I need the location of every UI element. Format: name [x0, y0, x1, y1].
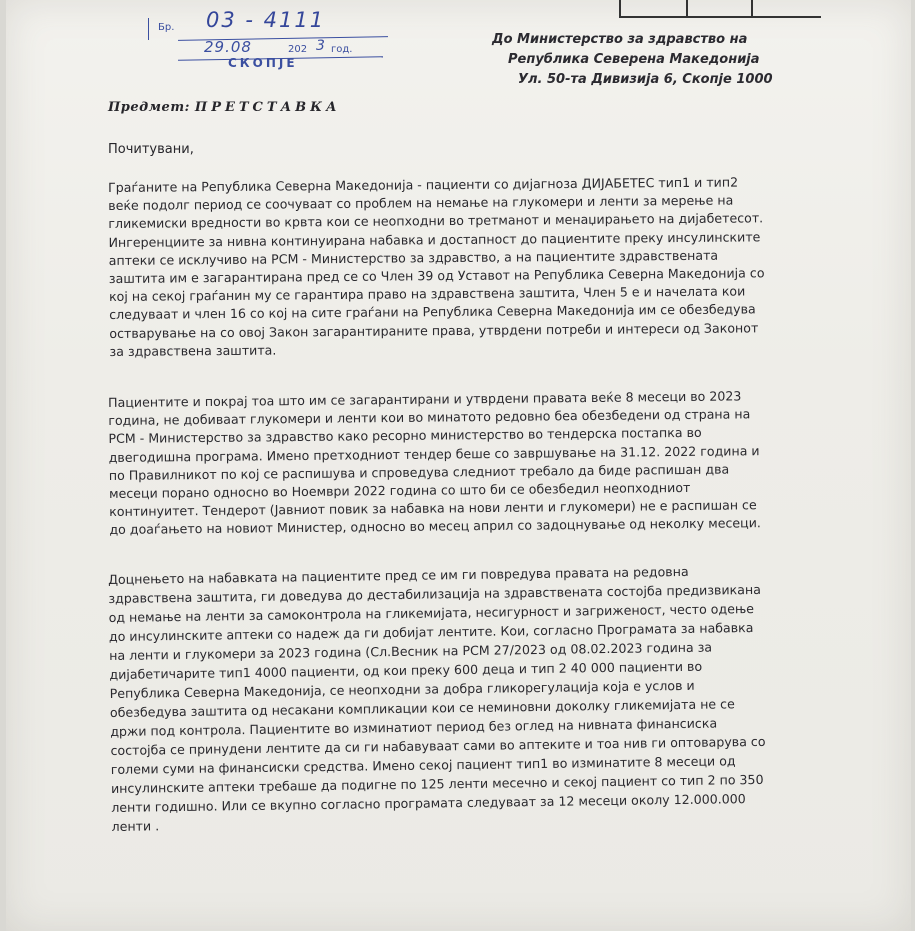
- text-line: Граѓаните на Република Северна Македонија - пациенти со дијагноза ДИЈАБЕТЕС тип1 и тип2: [108, 174, 739, 195]
- text-line: заштита им е загарантирана пред се со Член 39 од Уставот на Република Северна Македонија со: [108, 265, 765, 287]
- text-line: големи суми на финансиски средства. Имено секој пациент тип1 во изминатите 8 месеци од: [110, 753, 736, 777]
- subject-label: Предмет:: [108, 100, 190, 115]
- registry-stamp: [146, 8, 386, 78]
- text-line: до доаѓањето на новиот Министер, односно во месец април со задоцнување од неколку месеци.: [109, 515, 761, 538]
- text-line: Ингеренциите за нивна континуирана набавка и достапност до пациентите преку инсулинските: [108, 228, 761, 250]
- text-line: аптеки се исклучиво на РСМ - Министерство за здравство, а на пациентите здравствената: [108, 247, 719, 268]
- text-line: за здравствена заштита.: [109, 342, 277, 359]
- header-table-lines: [619, 0, 821, 18]
- text-line: гликемиски вредности во крвта кои се неопходни во третманот и менаџирањето на дијабетесот.: [108, 210, 764, 232]
- text-line: ленти .: [111, 818, 160, 834]
- text-line: следуваат и член 16 со кој на сите граѓани на Република Северна Македонија им се обезбедува: [109, 301, 756, 323]
- text-line: Република Северна Македонија, се неопходни за добра гликорегулација која е услов и: [109, 677, 695, 701]
- stamp-br-label: Бр.: [158, 22, 175, 33]
- text-line: дијабетичарите тип1 4000 пациенти, од кои преку 600 деца и тип 2 40 000 пациенти во: [109, 658, 703, 682]
- stamp-city: СКОПЈЕ: [228, 56, 298, 70]
- stamp-year-digit: 3: [316, 38, 325, 54]
- text-line: по Правилникот по кој се распишува и спроведува следниот требало да биде распишан два: [108, 461, 730, 483]
- text-line: инсулинските аптеки требаше да подигне по 125 ленти месечно и секој пациент со тип 2 по 350: [110, 771, 764, 796]
- subject-line: [108, 100, 341, 115]
- text-line: кој на секој граѓанин му се гарантира право на здравствена заштита, Член 5 е и начелата кои: [108, 283, 746, 305]
- text-line: ленти годишно. Или се вкупно согласно програмата следуваат за 12 месеци околу 12.000.000: [111, 791, 746, 815]
- text-line: до инсулинските аптеки со надеж да ги добијат лентите. Кои, согласно Програмата за набавка: [108, 619, 754, 644]
- text-line: континуитет. Тендерот (Јавниот повик за набавка на нови ленти и глукомери) не е распишан се: [109, 497, 757, 520]
- paragraph-2: [108, 386, 847, 539]
- paragraph-3: [108, 560, 850, 836]
- subject-title: ПРЕТСТАВКА: [194, 100, 341, 115]
- greeting: Почитувани,: [108, 142, 194, 157]
- text-line: состојба се принудени лентите да си ги набавуваат сами во аптеките и тоа нив ги оптоварува со: [110, 733, 766, 758]
- text-line: веќе подолг период се соочуваат со проблем на немање на глукомери и ленти за мерење на: [108, 192, 734, 214]
- text-line: Доцнењето на набавката на пациентите пред се им ги повредува правата на редовна: [108, 563, 689, 587]
- paragraph-1: [108, 173, 848, 361]
- recipient-line: До Министерство за здравство на: [492, 32, 748, 47]
- stamp-year-prefix: 202: [288, 44, 308, 55]
- stamp-number: 03 - 4111: [206, 8, 326, 32]
- recipient-line: Ул. 50-та Дивизија 6, Скопје 1000: [518, 72, 773, 87]
- text-line: Пациентите и покрај тоа што им се загарантирани и утврдени правата веќе 8 месеци во 2023: [108, 388, 742, 410]
- text-line: двегодишна програма. Имено претходниот тендер беше со завршување на 31.12. 2022 година и: [108, 442, 760, 465]
- stamp-border: [148, 18, 149, 40]
- text-line: држи под контрола. Пациентите во изминатиот период без оглед на нивната финансиска: [110, 715, 718, 739]
- stamp-god-label: год.: [331, 44, 353, 55]
- document-page: [6, 0, 911, 931]
- text-line: месеци порано односно во Ноември 2022 година со што би се обезбедил неопходниот: [108, 479, 691, 502]
- text-line: обезбедува заштита од несакани компликации кои се неминовни доколку гликемијата не се: [109, 696, 735, 720]
- stamp-date: 29.08: [204, 38, 252, 56]
- recipient-address: [492, 30, 773, 90]
- text-line: здравствена заштита, ги доведува до дестабилизација на здравствената состојба предизвикана: [108, 581, 761, 606]
- text-line: на ленти и глукомери за 2023 година (Сл.Весник на РСМ 27/2023 од 08.02.2023 година за: [109, 639, 713, 663]
- recipient-line: Република Северена Македонија: [508, 52, 760, 67]
- text-line: РСМ - Министерство за здравство како ресорно министерство во тендерска постапка во: [108, 425, 702, 447]
- text-line: година, не добиваат глукомери и ленти кои во минатото редовно беа обезбедени од страна на: [108, 406, 751, 429]
- text-line: од немање на ленти за самоконтрола на гликемијата, несигурност и загриженост, често одење: [108, 600, 755, 625]
- text-line: остварување на со овој Закон загарантираните права, утврдени потреби и интереси од Законот: [109, 319, 759, 341]
